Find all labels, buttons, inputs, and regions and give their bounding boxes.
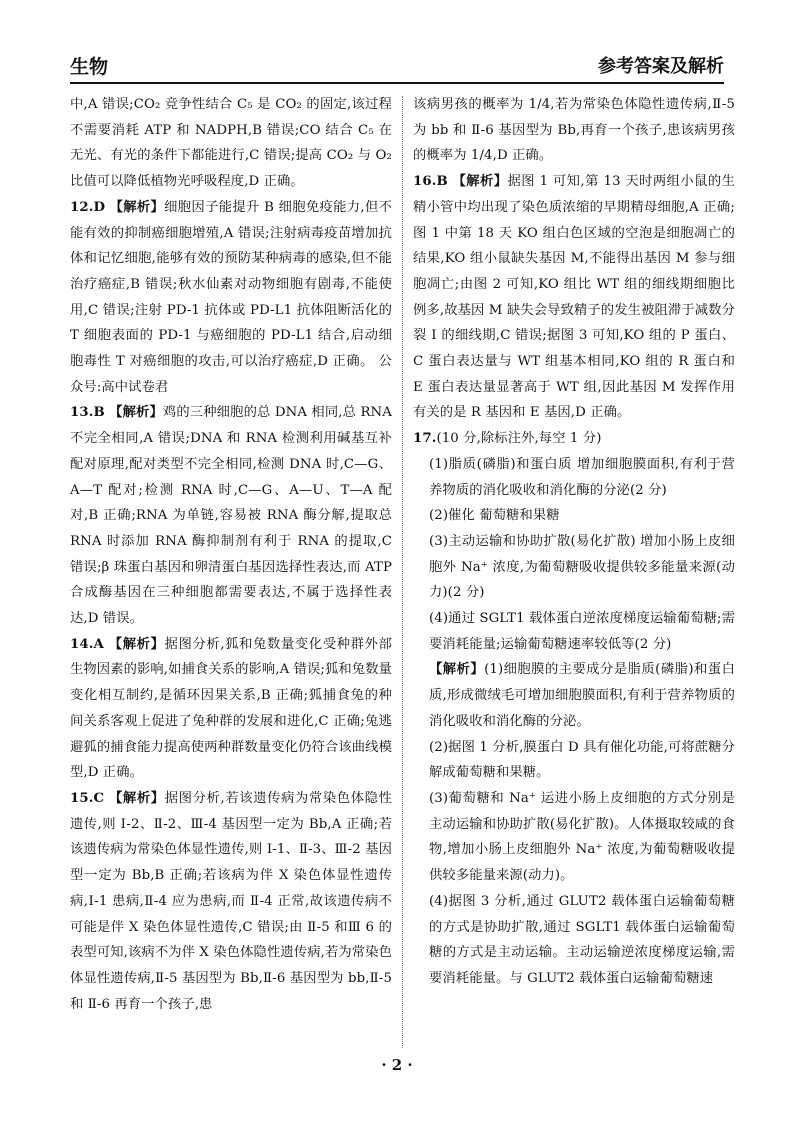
paragraph-p17c [413,529,735,606]
paragraph-p11 [70,92,392,195]
question-number: 13. [70,405,94,421]
paragraph-p17g [413,786,735,889]
answer-letter: B [93,405,105,421]
answer-letter: A [93,636,104,652]
analysis-tag: 【解析】 [452,174,508,190]
paragraph-text: 该病男孩的概率为 1/4,若为常染色体隐性遗传病,Ⅱ-5 为 bb 和 Ⅱ-6 基因型为 Bb,再育一个孩子,患该病男孩的概率为 1/4,D 正确。 [413,97,735,164]
question-number: 16. [413,174,437,190]
section-title: 参考答案及解析 [598,56,724,77]
question-number: 14. [70,636,94,652]
paragraph-text: (10 分,除标注外,每空 1 分) [436,431,602,447]
right-column [413,92,735,992]
question-number: 12. [70,199,94,215]
paragraph-text: 据图 1 可知,第 13 天时两组小鼠的生精小管中均出现了染色质浓缩的早期精母细胞,A 正确;图 1 中第 18 天 KO 组白色区域的空泡是细胞凋亡的结果,KO 组小鼠缺失基因 M,不能得出基因 M 参与细胞凋亡;由图 2 可知,KO 组比 WT 组的细线期细胞比例多,故基因 M 缺失会导致精子的发生被阻滞于减数分裂 Ⅰ 的细线期,C 错误;据图 3 可知,KO 组的 P 蛋白、C 蛋白表达量与 WT 组基本相同,KO 组的 R 蛋白和 E 蛋白表达量显著高于 WT 组,因此基因 M 发挥作用有关的是 R 基因和 E 基因,D 正确。 [413,174,735,421]
paragraph-text: 鸡的三种细胞的总 DNA 相同,总 RNA 不完全相同,A 错误;DNA 和 RNA 检测利用碱基互补配对原理,配对类型不完全相同,检测 DNA 时,C—G、A—T 配对;检测 RNA 时,C—G、A—U、T—A 配对,B 正确;RNA 为单链,容易被 RNA 酶分解,提取总 RNA 时添加 RNA 酶抑制剂有利于 RNA 的提取,C 错误;β 珠蛋白基因和卵清蛋白基因选择性表达,而 ATP 合成酶基因在三种细胞都需要表达,不属于选择性表达,D 错误。 [70,405,392,627]
answer-letter: C [93,790,105,806]
answer-letter: B [436,174,448,190]
paragraph-text: (4)通过 SGLT1 载体蛋白逆浓度梯度运输葡萄糖;需要消耗能量;运输葡萄糖速率较低等(2 分) [429,611,735,652]
paragraph-text: (3)葡萄糖和 Na⁺ 运进小肠上皮细胞的方式分别是主动运输和协助扩散(易化扩散)。人体摄取较咸的食物,增加小肠上皮细胞外 Na⁺ 浓度,为葡萄糖吸收提供较多能量来源(动力)。 [429,790,735,884]
page-header [70,52,724,80]
paragraph-text: (3)主动运输和协助扩散(易化扩散) 增加小肠上皮细胞外 Na⁺ 浓度,为葡萄糖吸收提供较多能量来源(动力)(2 分) [429,533,735,601]
paragraph-text: 细胞因子能提升 B 细胞免疫能力,但不能有效的抑制癌细胞增殖,A 错误;注射病毒疫苗增加抗体和记忆细胞,能够有效的预防某种病毒的感染,但不能治疗癌症,B 错误;秋水仙素对动物细胞有剧毒,不能使用,C 错误;注射 PD-1 抗体或 PD-L1 抗体阻断活化的 T 细胞表面的 PD-1 与癌细胞的 PD-L1 结合,启动细胞毒性 T 对癌细胞的攻击,可以治疗癌症,D 正确。 公众号:高中试卷君 [70,199,392,395]
question-number: 17. [413,431,437,447]
analysis-tag: 【解析】 [429,662,485,678]
paragraph-text: 据图分析,若该遗传病为常染色体隐性遗传,则 Ⅰ-2、Ⅱ-2、Ⅲ-4 基因型一定为 Bb,A 正确;若该遗传病为常染色体显性遗传,则 Ⅰ-1、Ⅱ-3、Ⅲ-2 基因型一定为 Bb,B 正确;若该病为伴 X 染色体显性遗传病,Ⅰ-1 患病,Ⅱ-4 应为患病,而 Ⅱ-4 正常,故该遗传病不可能是伴 X 染色体显性遗传,C 错误;由 Ⅱ-5 和Ⅲ 6 的表型可知,该病不为伴 X 染色体隐性遗传病,若为常染色体显性遗传病,Ⅱ-5 基因型为 Bb,Ⅱ-6 基因型为 bb,Ⅱ-5 和 Ⅱ-6 再育一个孩子,患 [70,790,392,1012]
paragraph-text: (2)催化 葡萄糖和果糖 [429,508,560,524]
paragraph-text: (1)脂质(磷脂)和蛋白质 增加细胞膜面积,有利于营养物质的消化吸收和消化酶的分泌(2 分) [429,456,735,498]
analysis-tag: 【解析】 [109,199,165,215]
paragraph-p16 [413,169,735,426]
paragraph-p15 [70,786,392,1017]
analysis-tag: 【解析】 [108,636,165,652]
paragraph-p17a [413,452,735,503]
question-number: 15. [70,790,94,806]
paragraph-text: (1)细胞膜的主要成分是脂质(磷脂)和蛋白质,形成微绒毛可增加细胞膜面积,有利于营养物质的消化吸收和消化酶的分泌。 [429,662,735,729]
paragraph-text: 据图分析,狐和兔数量变化受种群外部生物因素的影响,如捕食关系的影响,A 错误;狐和兔数量变化相互制约,是循环因果关系,B 正确;狐捕食兔的种间关系客观上促进了兔种群的发展和进化,C 正确;兔逃避狐的捕食能力提高使两种群数量变化仍符合该曲线模型,D 正确。 [70,636,393,781]
answer-letter: D [93,199,106,215]
paragraph-p17 [413,426,735,452]
left-column [70,92,392,1017]
paragraph-text: (4)据图 3 分析,通过 GLUT2 载体蛋白运输葡萄糖的方式是协助扩散,通过 SGLT1 载体蛋白运输葡萄糖的方式是主动运输。主动运输逆浓度梯度运输,需要消耗能量。与 GLUT2 载体蛋白运输葡萄糖速 [429,893,735,986]
page-number: · 2 · [381,1056,413,1074]
paragraph-p14 [70,632,392,786]
paragraph-p17e [413,657,735,734]
analysis-tag: 【解析】 [109,790,165,806]
subject-title: 生物 [70,56,109,78]
paragraph-p17h [413,889,735,992]
header-rule [70,82,724,84]
analysis-tag: 【解析】 [109,405,163,421]
paragraph-p13 [70,400,392,631]
paragraph-p12 [70,195,392,401]
column-divider [402,96,403,1048]
paragraph-p17f [413,735,735,786]
paragraph-p17d [413,606,735,657]
paragraph-text: 中,A 错误;CO₂ 竞争性结合 C₅ 是 CO₂ 的固定,该过程不需要消耗 ATP 和 NADPH,B 错误;CO 结合 C₅ 在无光、有光的条件下都能进行,C 错误;提高 CO₂ 与 O₂ 比值可以降低植物光呼吸程度,D 正确。 [70,97,392,190]
paragraph-p15c [413,92,735,169]
paragraph-text: (2)据图 1 分析,膜蛋白 D 具有催化功能,可将蔗糖分解成葡萄糖和果糖。 [429,739,735,781]
paragraph-p17b [413,503,735,529]
